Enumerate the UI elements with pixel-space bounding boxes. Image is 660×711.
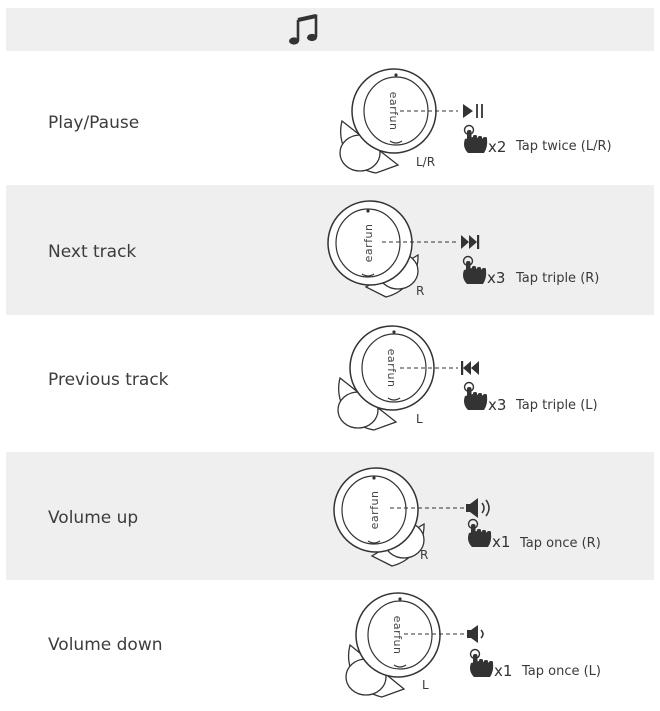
volume-down-icon <box>467 625 483 643</box>
earfun-logo: earfun <box>362 223 375 263</box>
tap-description: Tap twice (L/R) <box>516 139 612 154</box>
side-label: L <box>422 678 429 692</box>
play-pause-icon <box>463 104 482 118</box>
earbud-right <box>328 201 418 297</box>
earfun-logo: earfun <box>387 91 400 131</box>
row-play-pause <box>6 55 654 183</box>
tap-multiplier: x1 <box>492 533 511 551</box>
gesture-label: Previous track <box>48 370 169 390</box>
earbud-diagram <box>6 583 654 711</box>
earfun-logo: earfun <box>385 348 398 388</box>
earbud-diagram <box>6 318 654 448</box>
tap-multiplier: x3 <box>487 269 506 287</box>
volume-up-icon <box>466 498 489 518</box>
next-track-icon <box>461 235 479 249</box>
side-label: R <box>420 548 429 562</box>
earbud-diagram <box>6 452 654 580</box>
earbud-diagram <box>6 185 654 315</box>
header-band <box>6 8 654 51</box>
row-next-track <box>6 185 654 315</box>
earfun-logo: earfun <box>391 615 404 655</box>
tap-multiplier: x1 <box>494 662 513 680</box>
gesture-label: Volume up <box>48 508 139 528</box>
side-label: L <box>416 412 423 426</box>
tap-hand-icon <box>463 257 486 285</box>
tap-hand-icon <box>464 383 487 411</box>
earbud-diagram <box>6 55 654 183</box>
earfun-logo: earfun <box>368 490 381 530</box>
tap-hand-icon <box>470 650 493 678</box>
row-volume-down <box>6 583 654 711</box>
tap-hand-icon <box>464 126 487 154</box>
tap-hand-icon <box>468 520 491 548</box>
tap-multiplier: x3 <box>488 396 507 414</box>
row-previous-track <box>6 318 654 448</box>
gesture-label: Play/Pause <box>48 113 140 133</box>
tap-description: Tap once (L) <box>522 664 601 679</box>
earbud-right <box>334 468 424 566</box>
tap-description: Tap triple (L) <box>516 398 598 413</box>
side-label: R <box>416 284 425 298</box>
gesture-label: Volume down <box>48 635 163 655</box>
music-note-icon <box>286 13 322 47</box>
tap-multiplier: x2 <box>488 138 507 156</box>
gesture-label: Next track <box>48 242 137 262</box>
row-volume-up <box>6 452 654 580</box>
side-label: L/R <box>416 155 436 169</box>
tap-description: Tap once (R) <box>520 536 601 551</box>
tap-description: Tap triple (R) <box>516 271 600 286</box>
previous-track-icon <box>461 361 479 375</box>
